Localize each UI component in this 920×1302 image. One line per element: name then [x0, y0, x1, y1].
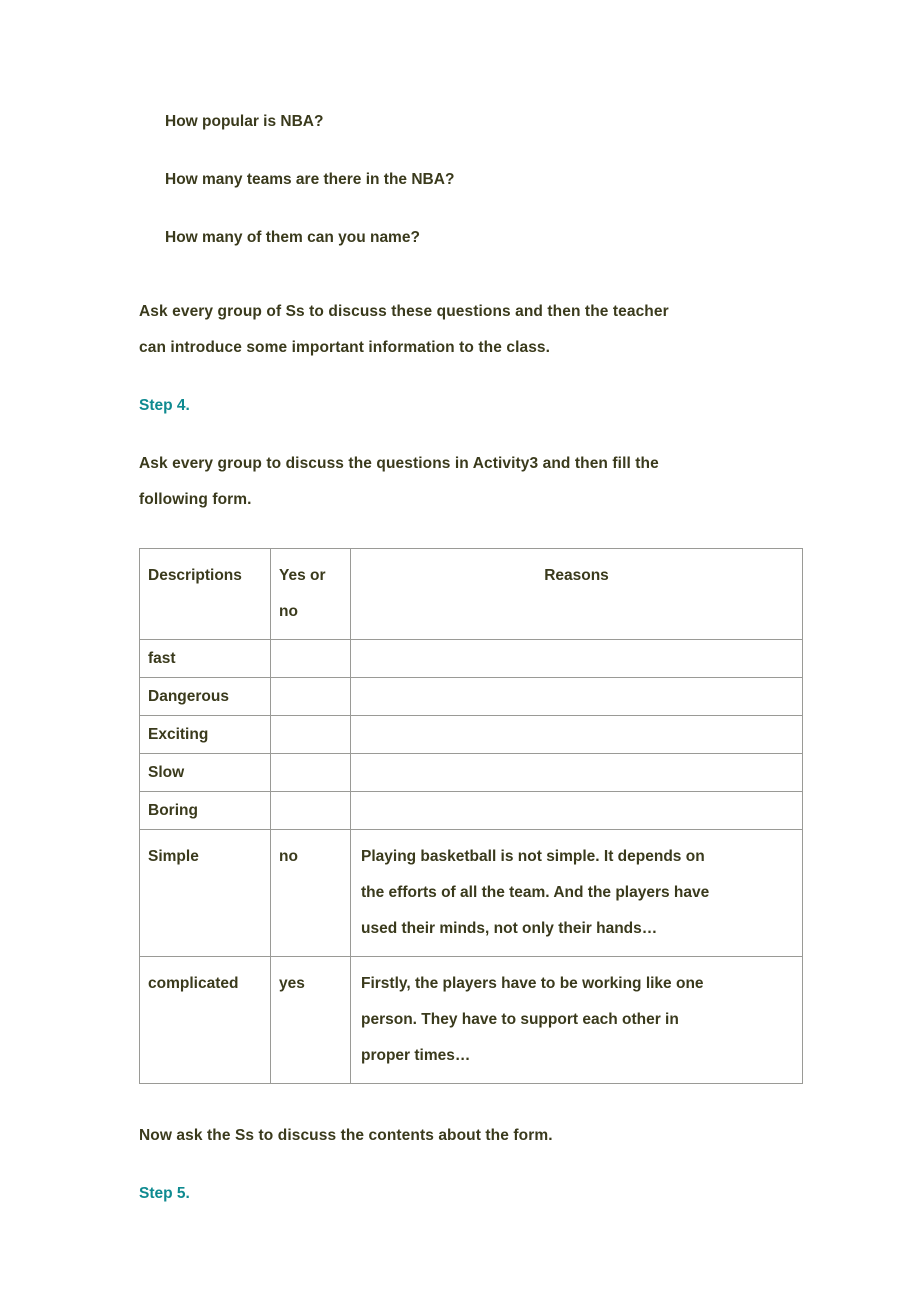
cell-reasons-text — [351, 640, 802, 677]
cell-description-text: Slow — [148, 764, 185, 781]
cell-reasons[interactable] — [351, 640, 803, 678]
cell-description — [140, 640, 271, 678]
cell-yes-or-no-text — [271, 640, 350, 677]
table-header — [140, 549, 803, 640]
reason-line: the efforts of all the team. And the players have — [361, 884, 710, 901]
cell-reasons[interactable] — [351, 792, 803, 830]
reason-line: proper times… — [361, 1047, 471, 1064]
cell-description — [140, 754, 271, 792]
instruction-paragraph-line-1: Ask every group to discuss the questions in Activity3 and then fill the — [139, 455, 659, 472]
column-header-reasons — [351, 549, 803, 640]
spacer — [139, 1084, 799, 1118]
document-content — [139, 104, 799, 1212]
cell-description — [140, 792, 271, 830]
cell-reasons-text — [351, 957, 802, 1083]
yes-or-no-line-1: Yes or — [279, 567, 326, 584]
reason-line: person. They have to support each other in — [361, 1011, 679, 1028]
step-5-heading: Step 5. — [139, 1185, 190, 1202]
instruction-paragraph-line-2: following form. — [139, 491, 252, 508]
column-header-yes-or-no — [271, 549, 351, 640]
question-line-1 — [165, 104, 799, 162]
instruction-paragraph — [139, 446, 799, 518]
reason-line: Playing basketball is not simple. It depends on — [361, 848, 705, 865]
cell-yes-or-no-text — [271, 716, 350, 753]
reason-line: Firstly, the players have to be working like one — [361, 975, 704, 992]
cell-yes-or-no[interactable] — [271, 792, 351, 830]
table-row — [140, 830, 803, 957]
table-row — [140, 792, 803, 830]
cell-yes-or-no-text — [271, 792, 350, 829]
yes-or-no-line-2: no — [279, 603, 298, 620]
cell-reasons[interactable] — [351, 716, 803, 754]
cell-reasons[interactable] — [351, 754, 803, 792]
cell-reasons-text — [351, 830, 802, 956]
spacer — [139, 424, 799, 446]
cell-yes-or-no[interactable] — [271, 754, 351, 792]
cell-description — [140, 678, 271, 716]
intro-paragraph-line-2: can introduce some important information to the class. — [139, 339, 551, 356]
cell-yes-or-no[interactable] — [271, 678, 351, 716]
cell-description-text: complicated — [148, 975, 239, 992]
cell-yes-or-no[interactable] — [271, 957, 351, 1084]
cell-description — [140, 716, 271, 754]
question-text: How many teams are there in the NBA? — [165, 171, 455, 188]
column-header-reasons-label: Reasons — [544, 567, 609, 584]
spacer — [139, 366, 799, 388]
table-row — [140, 754, 803, 792]
table-row — [140, 640, 803, 678]
column-header-descriptions — [140, 549, 271, 640]
step-4-heading: Step 4. — [139, 397, 190, 414]
question-line-3 — [165, 220, 799, 278]
column-header-descriptions-label: Descriptions — [148, 567, 242, 584]
spacer — [139, 518, 799, 548]
cell-description-text: Dangerous — [148, 688, 229, 705]
spacer — [139, 1154, 799, 1176]
cell-yes-or-no-text: yes — [279, 975, 305, 992]
descriptions-reasons-table — [139, 548, 803, 1084]
intro-paragraph-line-1: Ask every group of Ss to discuss these questions and then the teacher — [139, 303, 669, 320]
cell-reasons-text — [351, 792, 802, 829]
cell-description-text: fast — [148, 650, 176, 667]
spacer — [139, 278, 799, 294]
cell-reasons-text — [351, 754, 802, 791]
cell-yes-or-no-text — [271, 754, 350, 791]
table-row — [140, 716, 803, 754]
cell-description-text: Boring — [148, 802, 198, 819]
question-line-2 — [165, 162, 799, 220]
table-row — [140, 678, 803, 716]
cell-description — [140, 830, 271, 957]
question-text: How popular is NBA? — [165, 113, 324, 130]
cell-reasons[interactable] — [351, 678, 803, 716]
cell-yes-or-no-text: no — [279, 848, 298, 865]
closing-paragraph: Now ask the Ss to discuss the contents about the form. — [139, 1127, 553, 1144]
cell-reasons[interactable] — [351, 830, 803, 957]
cell-yes-or-no[interactable] — [271, 640, 351, 678]
reason-line: used their minds, not only their hands… — [361, 920, 658, 937]
table-header-row — [140, 549, 803, 640]
cell-yes-or-no[interactable] — [271, 830, 351, 957]
cell-reasons[interactable] — [351, 957, 803, 1084]
question-text: How many of them can you name? — [165, 229, 420, 246]
table-row — [140, 957, 803, 1084]
cell-description — [140, 957, 271, 1084]
table-body — [140, 640, 803, 1084]
cell-yes-or-no[interactable] — [271, 716, 351, 754]
cell-reasons-text — [351, 716, 802, 753]
cell-yes-or-no-text — [271, 678, 350, 715]
intro-paragraph — [139, 294, 799, 366]
column-header-yes-or-no-label — [271, 549, 350, 639]
cell-description-text: Exciting — [148, 726, 209, 743]
cell-reasons-text — [351, 678, 802, 715]
cell-description-text: Simple — [148, 848, 199, 865]
